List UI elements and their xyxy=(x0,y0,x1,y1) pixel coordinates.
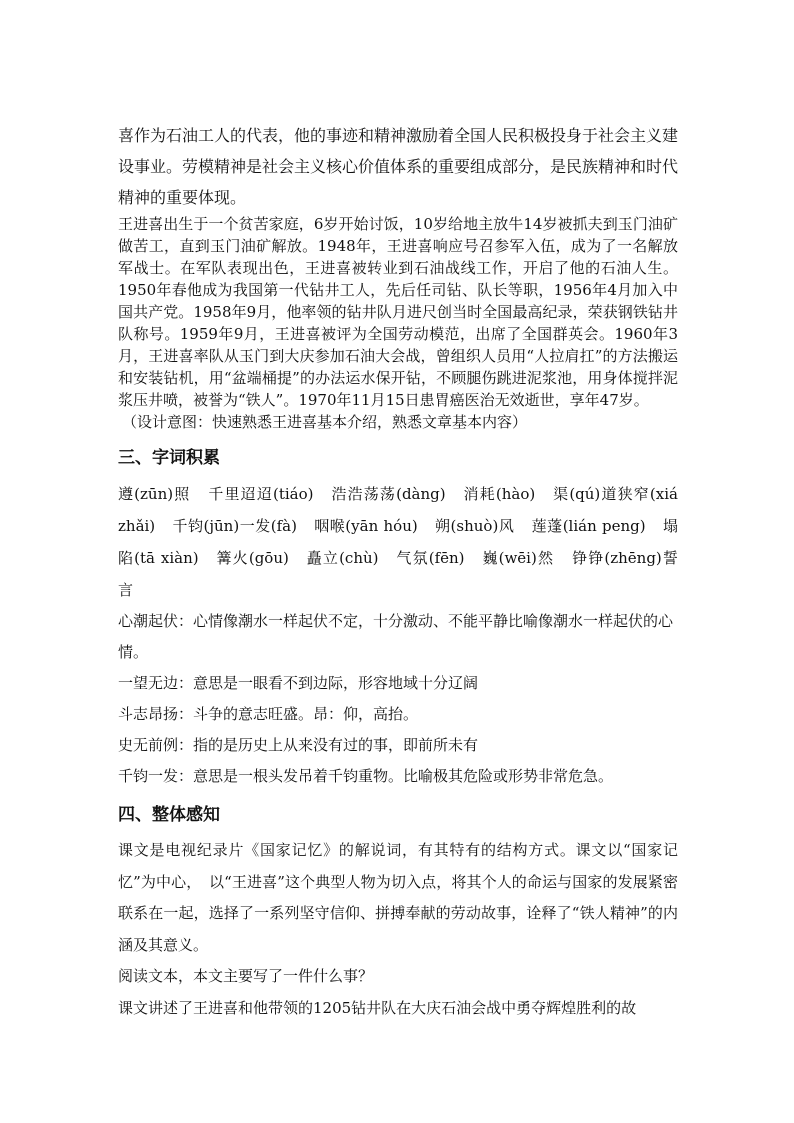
reading-question: 阅读文本，本文主要写了一件什么事？ xyxy=(118,967,374,985)
vocab-word: 浩浩荡荡(dàng) xyxy=(331,485,446,503)
vocabulary-list xyxy=(118,478,678,606)
vocab-word: 塌陷(tā xiàn) xyxy=(118,517,678,567)
intro-paragraph: 喜作为石油工人的代表，他的事迹和精神激励着全国人民积极投身于社会主义建设事业。劳模精神是社会主义核心价值体系的重要组成部分，是民族精神和时代精神的重要体现。 xyxy=(118,126,679,207)
design-note: （设计意图：快速熟悉王进喜基本介绍，熟悉文章基本内容） xyxy=(122,413,528,431)
overview-paragraph: 课文是电视纪录片《国家记忆》的解说词，有其特有的结构方式。课文以“国家记忆”为中心， 以“王进喜”这个典型人物为切入点，将其个人的命运与国家的发展紧密联系在一起，选择了一系列坚守信仰、拼搏奉献的劳动故事，诠释了“铁人精神”的内涵及其意义。 xyxy=(118,841,678,954)
vocab-word: 朔(shuò)风 xyxy=(435,517,515,535)
vocab-word: 矗立(chù) xyxy=(306,549,379,567)
definition-item: 心潮起伏：心情像潮水一样起伏不定，十分激动、不能平静比喻像潮水一样起伏的心情。 xyxy=(118,612,674,661)
definition-item: 史无前例：指的是历史上从来没有过的事，即前所未有 xyxy=(118,736,479,754)
vocab-word: 铮铮(zhēng)誓言 xyxy=(118,549,678,599)
biography-paragraph: 王进喜出生于一个贫苦家庭，6岁开始讨饭，10岁给地主放牛14岁被抓夫到玉门油矿做苦工，直到玉门油矿解放。1948年，王进喜响应号召参军入伍，成为了一名解放军战士。在军队表现出色，王进喜被转业到石油战线工作，开启了他的石油人生。1950年春他成为我国第一代钻井工人，先后任司钻、队长等职，1956年4月加入中国共产党。1958年9月，他率领的钻井队月进尺创当时全国最高纪录，荣获钢铁钻井队称号。1959年9月，王进喜被评为全国劳动模范，出席了全国群英会。1960年3月，王进喜率队从玉门到大庆参加石油大会战，曾组织人员用“人拉肩扛”的方法搬运和安装钻机，用“盆端桶提”的办法运水保开钻，不顾腿伤跳进泥浆池，用身体搅拌泥浆压井喷，被誉为“铁人”。1970年11月15日患胃癌医治无效逝世，享年47岁。 xyxy=(118,215,678,409)
reading-answer: 课文讲述了王进喜和他带领的1205钻井队在大庆石油会战中勇夺辉煌胜利的故 xyxy=(118,998,637,1017)
vocab-word: 千钧(jūn)一发(fà) xyxy=(172,517,297,535)
definition-item: 一望无边：意思是一眼看不到边际，形容地域十分辽阔 xyxy=(118,674,479,692)
vocab-word: 咽喉(yān hóu) xyxy=(314,517,418,535)
vocab-word: 巍(wēi)然 xyxy=(482,549,555,567)
vocab-word: 气氛(fēn) xyxy=(396,549,465,567)
vocab-word: 莲蓬(lián peng) xyxy=(531,517,646,535)
vocab-word: 消耗(hào) xyxy=(463,485,536,503)
vocab-word: 渠(qú)道狭窄(xiá zhǎi) xyxy=(118,485,678,535)
definition-item: 千钧一发：意思是一根头发吊着千钧重物。比喻极其危险或形势非常危急。 xyxy=(118,767,614,785)
section-heading-overview: 四、整体感知 xyxy=(118,805,220,825)
vocab-word: 篝火(gōu) xyxy=(216,549,289,567)
vocab-word: 遵(zūn)照 xyxy=(118,485,191,503)
section-heading-vocabulary: 三、字词积累 xyxy=(118,448,220,468)
definition-item: 斗志昂扬：斗争的意志旺盛。昂：仰，高抬。 xyxy=(118,705,419,723)
document-content xyxy=(118,120,678,1024)
vocab-word: 千里迢迢(tiáo) xyxy=(208,485,314,503)
